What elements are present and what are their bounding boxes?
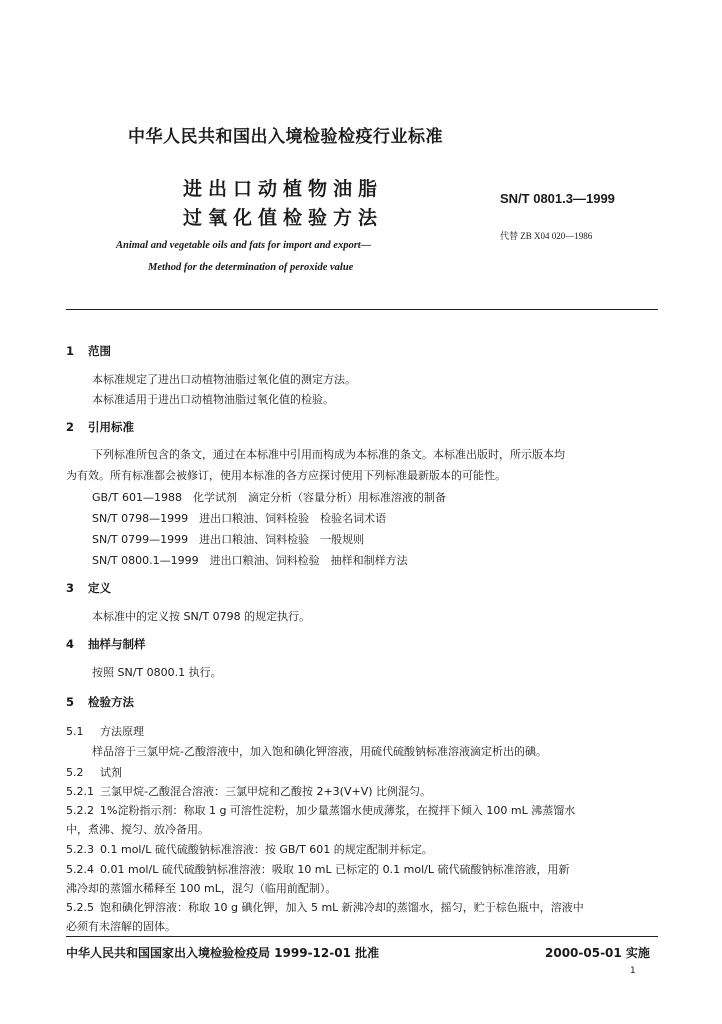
paragraph: 本标准中的定义按 SN/T 0798 的规定执行。 [92,610,311,623]
subsection-title: 试剂 [100,766,122,779]
clause-continuation: 中，煮沸、搅匀、放冷备用。 [66,823,209,836]
standard-code: SN/T 0801.3—1999 [500,191,615,206]
subsection-5-1 [66,723,144,739]
replaces-note: 代替 ZB X04 020—1986 [500,231,593,241]
section-number: 1 [66,344,75,358]
section-number: 4 [66,637,75,651]
section-title: 定义 [88,581,111,595]
subsection-number: 5.1 [66,725,84,738]
clause-5-2-1 [66,783,431,799]
section-1-heading [66,343,111,359]
page-number: 1 [630,966,636,976]
clause-5-2-2 [66,802,575,818]
section-4-heading [66,636,146,652]
paragraph: 按照 SN/T 0800.1 执行。 [92,666,222,679]
organization-heading: 中华人民共和国出入境检验检疫行业标准 [128,127,443,147]
reference-item: SN/T 0800.1—1999 进出口粮油、饲料检验 抽样和制样方法 [92,554,408,567]
clause-number: 5.2.3 [66,843,94,856]
clause-text: 0.01 mol/L 硫代硫酸钠标准溶液：吸取 10 mL 已标定的 0.1 mol/L 硫代硫酸钠标准溶液，用新 [100,863,570,876]
paragraph: 下列标准所包含的条文，通过在本标准中引用而构成为本标准的条文。本标准出版时，所示版本均 [92,448,565,461]
english-title-line-2: Method for the determination of peroxide value [148,262,354,273]
bottom-rule [66,936,658,937]
section-title: 检验方法 [88,695,134,709]
effective-date: 2000-05-01 实施 [545,946,650,960]
section-3-heading [66,580,111,596]
subsection-5-2 [66,764,122,780]
clause-5-2-3 [66,841,433,857]
clause-5-2-4 [66,861,569,877]
section-number: 5 [66,695,75,709]
clause-number: 5.2.5 [66,901,94,914]
approval-line: 中华人民共和国国家出入境检验检疫局 1999-12-01 批准 [66,946,380,960]
section-number: 2 [66,420,75,434]
paragraph: 本标准规定了进出口动植物油脂过氧化值的测定方法。 [92,373,356,386]
paragraph: 为有效。所有标准都会被修订，使用本标准的各方应探讨使用下列标准最新版本的可能性。 [66,469,506,482]
title-line-1: 进出口动植物油脂 [183,178,384,200]
clause-continuation: 沸冷却的蒸馏水稀释至 100 mL，混匀（临用前配制）。 [66,882,337,895]
clause-text: 饱和碘化钾溶液：称取 10 g 碘化钾，加入 5 mL 新沸冷却的蒸馏水，摇匀，贮于棕色瓶中，溶液中 [100,901,584,914]
english-title-line-1: Animal and vegetable oils and fats for import and export— [116,240,372,251]
section-2-heading [66,419,134,435]
section-title: 抽样与制样 [88,637,146,651]
section-title: 引用标准 [88,420,134,434]
title-line-2: 过氧化值检验方法 [183,207,384,229]
reference-item: GB/T 601—1988 化学试剂 滴定分析（容量分析）用标准溶液的制备 [92,491,446,504]
clause-continuation: 必须有未溶解的固体。 [66,920,176,933]
reference-item: SN/T 0798—1999 进出口粮油、饲料检验 检验名词术语 [92,512,387,525]
clause-number: 5.2.1 [66,785,94,798]
subsection-number: 5.2 [66,766,84,779]
top-rule [66,309,658,310]
paragraph: 样品溶于三氯甲烷-乙酸溶液中，加入饱和碘化钾溶液，用硫代硫酸钠标准溶液滴定析出的碘。 [92,745,547,758]
clause-number: 5.2.4 [66,863,94,876]
clause-text: 1%淀粉指示剂：称取 1 g 可溶性淀粉，加少量蒸馏水使成薄浆，在搅拌下倾入 100 mL 沸蒸馏水 [100,804,576,817]
paragraph: 本标准适用于进出口动植物油脂过氧化值的检验。 [92,393,334,406]
clause-number: 5.2.2 [66,804,94,817]
reference-item: SN/T 0799—1999 进出口粮油、饲料检验 一般规则 [92,533,365,546]
clause-text: 0.1 mol/L 硫代硫酸钠标准溶液：按 GB/T 601 的规定配制并标定。 [100,843,433,856]
section-5-heading [66,694,134,710]
clause-text: 三氯甲烷-乙酸混合溶液：三氯甲烷和乙酸按 2+3(V+V) 比例混匀。 [100,785,432,798]
subsection-title: 方法原理 [100,725,144,738]
section-number: 3 [66,581,75,595]
clause-5-2-5 [66,899,584,915]
section-title: 范围 [88,344,111,358]
